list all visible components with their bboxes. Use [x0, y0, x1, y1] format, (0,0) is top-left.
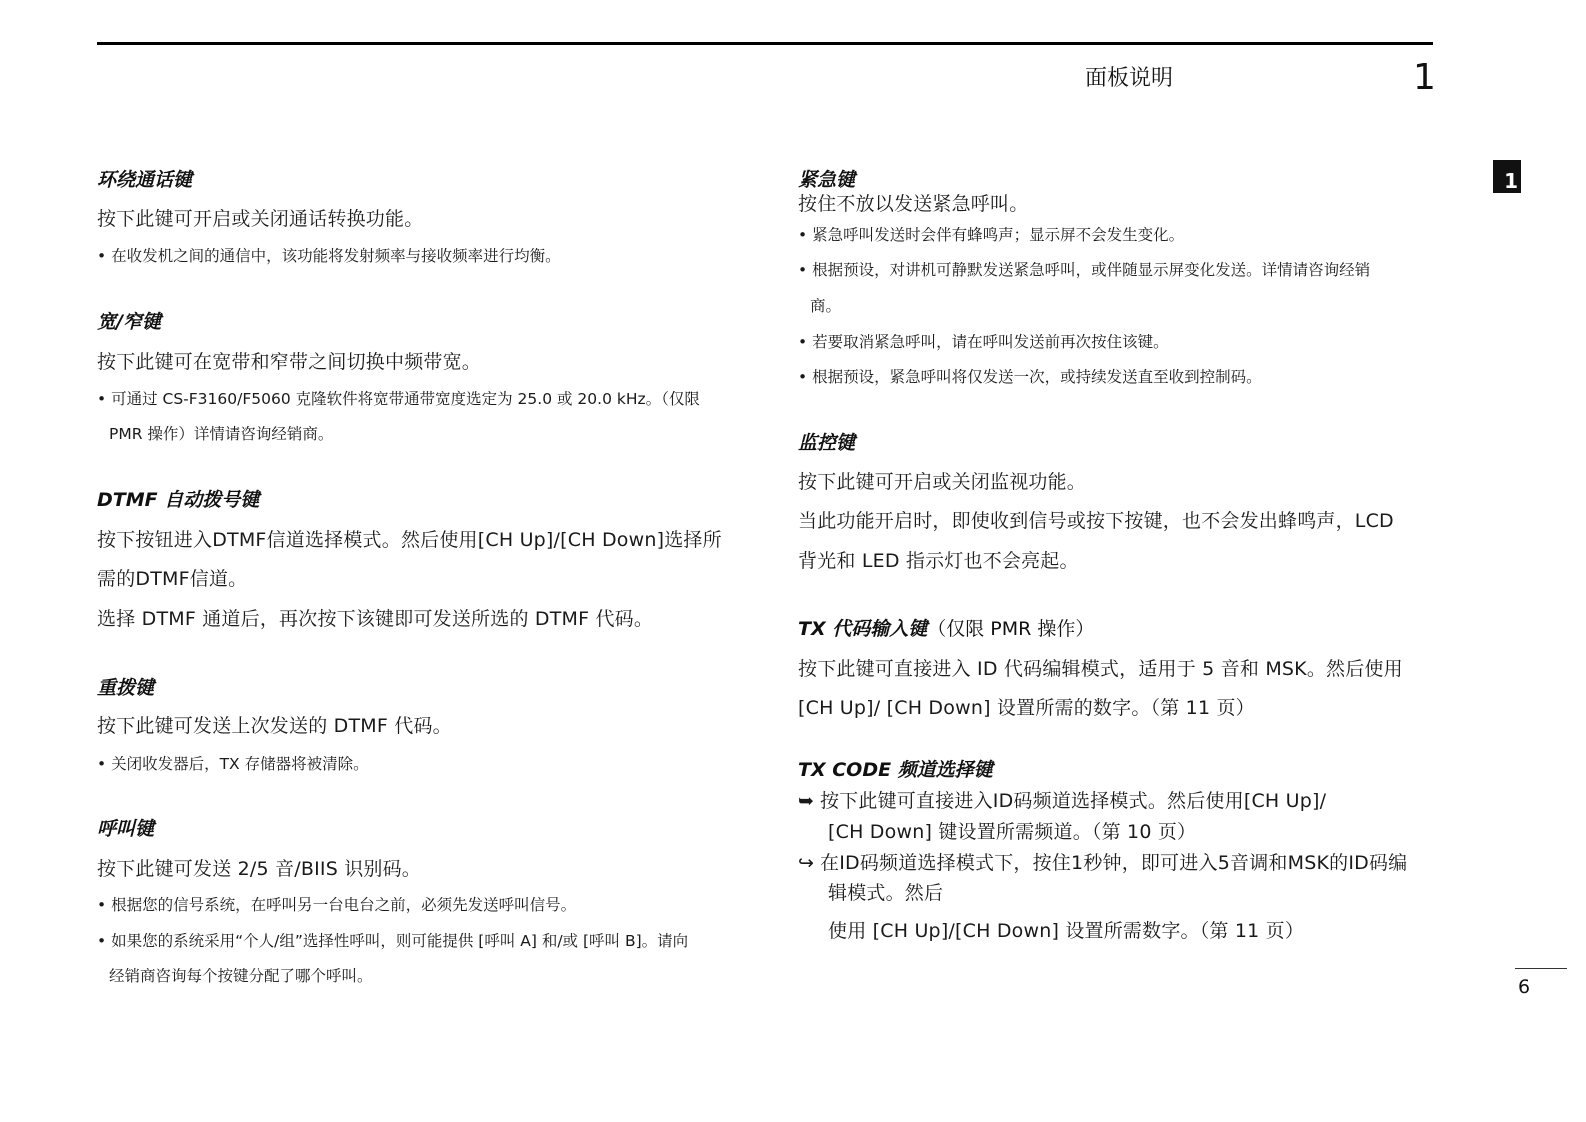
section-heading-redial: 重拨键 — [97, 677, 155, 699]
heading-label: TX 代码输入键 — [798, 618, 928, 640]
section-body-continuation: 背光和 LED 指示灯也不会亮起。 — [798, 550, 1079, 572]
substep-arrow-icon: ↪ — [798, 852, 815, 874]
footer-rule — [1515, 968, 1567, 969]
bullet-item-continuation: 经销商咨询每个按键分配了哪个呼叫。 — [109, 967, 373, 985]
section-body: 选择 DTMF 通道后，再次按下该键即可发送所选的 DTMF 代码。 — [97, 608, 654, 630]
bullet-item: • 根据您的信号系统，在呼叫另一台电台之前，必须先发送呼叫信号。 — [97, 896, 577, 914]
procedure-step — [798, 789, 1326, 813]
page-title: 面板说明 — [1085, 66, 1174, 91]
section-body: 按下此键可在宽带和窄带之间切换中频带宽。 — [97, 351, 482, 373]
section-body: 按下此键可发送 2/5 音/BIIS 识别码。 — [97, 858, 422, 880]
bullet-item: • 关闭收发器后，TX 存储器将被清除。 — [97, 755, 369, 773]
section-body: 按下此键可发送上次发送的 DTMF 代码。 — [97, 715, 452, 737]
section-body-continuation: 需的DTMF信道。 — [97, 568, 248, 590]
section-heading-emergency: 紧急键 — [798, 169, 856, 191]
bullet-item: • 如果您的系统采用“个人/组”选择性呼叫，则可能提供 [呼叫 A] 和/或 [呼叫 B]。请向 — [97, 932, 689, 950]
bullet-item: • 可通过 CS-F3160/F5060 克隆软件将宽带通带宽度选定为 25.0 或 20.0 kHz。（仅限 — [97, 390, 700, 408]
section-heading-tx-code-input — [798, 617, 1094, 641]
step-arrow-icon: ➥ — [798, 790, 815, 812]
section-body: 按下按钮进入DTMF信道选择模式。然后使用[CH Up]/[CH Down]选择所 — [97, 529, 722, 551]
chapter-side-tab: 1 — [1493, 160, 1521, 193]
procedure-step-continuation: [CH Down] 键设置所需频道。（第 10 页） — [828, 821, 1197, 843]
section-body: 按下此键可开启或关闭监视功能。 — [798, 471, 1087, 493]
bullet-item: • 在收发机之间的通信中，该功能将发射频率与接收频率进行均衡。 — [97, 247, 561, 265]
substep-text: 在ID码频道选择模式下，按住1秒钟，即可进入5音调和MSK的ID码编 — [820, 852, 1408, 874]
section-body: 当此功能开启时，即使收到信号或按下按键，也不会发出蜂鸣声，LCD — [798, 510, 1394, 532]
bullet-item: • 若要取消紧急呼叫，请在呼叫发送前再次按住该键。 — [798, 333, 1169, 351]
step-text: 按下此键可直接进入ID码频道选择模式。然后使用[CH Up]/ — [820, 790, 1327, 812]
section-heading-tx-code-channel: TX CODE 频道选择键 — [798, 759, 993, 781]
section-heading-wide-narrow: 宽/窄键 — [97, 311, 161, 333]
section-body: 按下此键可开启或关闭通话转换功能。 — [97, 208, 424, 230]
bullet-item: • 根据预设，紧急呼叫将仅发送一次，或持续发送直至收到控制码。 — [798, 368, 1262, 386]
section-heading-monitor: 监控键 — [798, 432, 856, 454]
bullet-item-continuation: 商。 — [810, 297, 842, 315]
page-number: 6 — [1518, 976, 1531, 998]
bullet-item: • 紧急呼叫发送时会伴有蜂鸣声；显示屏不会发生变化。 — [798, 226, 1185, 244]
heading-suffix: （仅限 PMR 操作） — [927, 618, 1095, 640]
section-body-continuation: [CH Up]/ [CH Down] 设置所需的数字。（第 11 页） — [798, 697, 1255, 719]
section-heading-dtmf-autodial: DTMF 自动拨号键 — [97, 489, 260, 511]
bullet-item: • 根据预设，对讲机可静默发送紧急呼叫，或伴随显示屏变化发送。详情请咨询经销 — [798, 261, 1371, 279]
header-rule — [97, 42, 1433, 45]
procedure-substep-continuation: 辑模式。然后 — [828, 882, 944, 904]
section-body: 按下此键可直接进入 ID 代码编辑模式，适用于 5 音和 MSK。然后使用 — [798, 658, 1403, 680]
procedure-substep — [798, 851, 1407, 875]
procedure-substep-continuation: 使用 [CH Up]/[CH Down] 设置所需数字。（第 11 页） — [828, 920, 1305, 942]
bullet-item-continuation: PMR 操作）详情请咨询经销商。 — [109, 425, 334, 443]
section-heading-call: 呼叫键 — [97, 818, 155, 840]
chapter-number: 1 — [1413, 57, 1436, 98]
section-heading-talkaround: 环绕通话键 — [97, 169, 193, 191]
section-body: 按住不放以发送紧急呼叫。 — [798, 193, 1029, 215]
